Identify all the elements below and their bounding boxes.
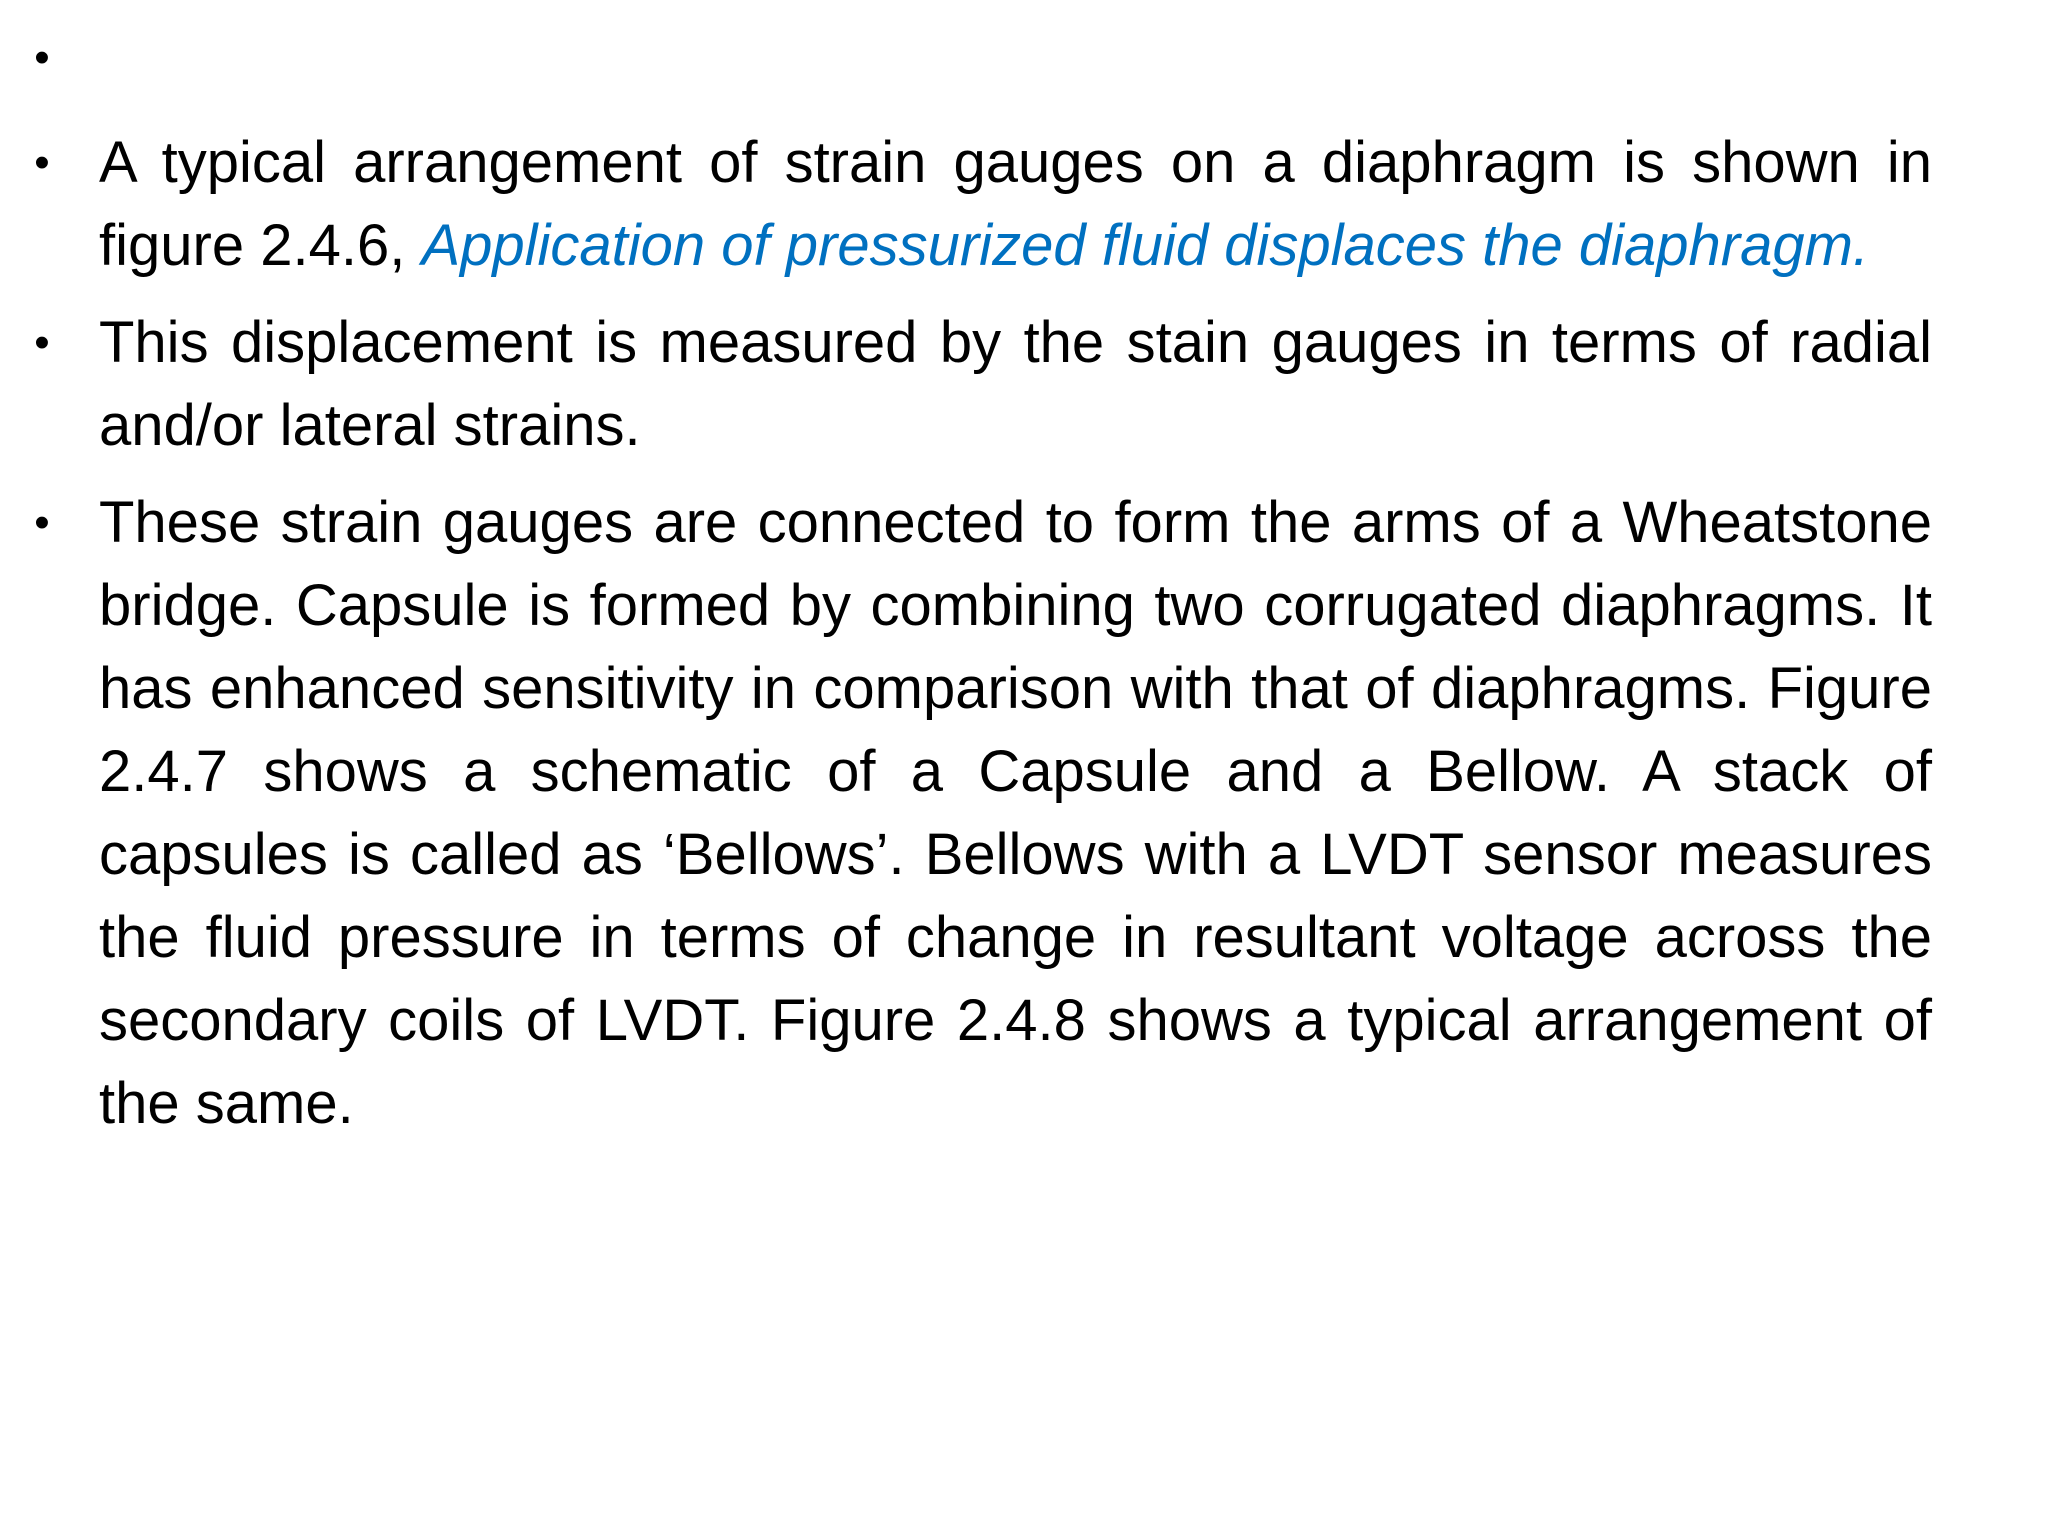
bullet-list xyxy=(22,16,2012,1145)
bullet-dot-icon: • xyxy=(34,498,50,547)
bullet-dot-icon: • xyxy=(34,318,50,367)
highlighted-text: Application of pressurized fluid displaces the diaphragm. xyxy=(421,213,1870,278)
bullet-text: A typical arrangement of strain gauges on a diaphragm is shown in figure 2.4.6, xyxy=(99,130,1932,278)
bullet-item-empty xyxy=(22,16,1932,99)
bullet-item-displacement xyxy=(22,301,1932,467)
bullet-dot-icon: • xyxy=(34,138,50,187)
bullet-item-strain-gauge-arrangement xyxy=(22,121,1932,287)
bullet-text: These strain gauges are connected to form the arms of a Wheatstone bridge. Capsule is formed by combining two corrugated diaphragms. It has enhanced sensitivity in comparison with that of diaphragms. Figure 2.4.7 shows a schematic of a Capsule and a Bellow. A stack of capsules is called as ‘Bellows’. Bellows with a LVDT sensor measures the fluid pressure in terms of change in resultant voltage across the secondary coils of LVDT. Figure 2.4.8 shows a typical arrangement of the same. xyxy=(99,490,1932,1136)
bullet-dot-icon: • xyxy=(34,33,50,82)
bullet-text: This displacement is measured by the stain gauges in terms of radial and/or lateral strains. xyxy=(99,310,1932,458)
bullet-item-wheatstone-bridge xyxy=(22,481,1932,1145)
